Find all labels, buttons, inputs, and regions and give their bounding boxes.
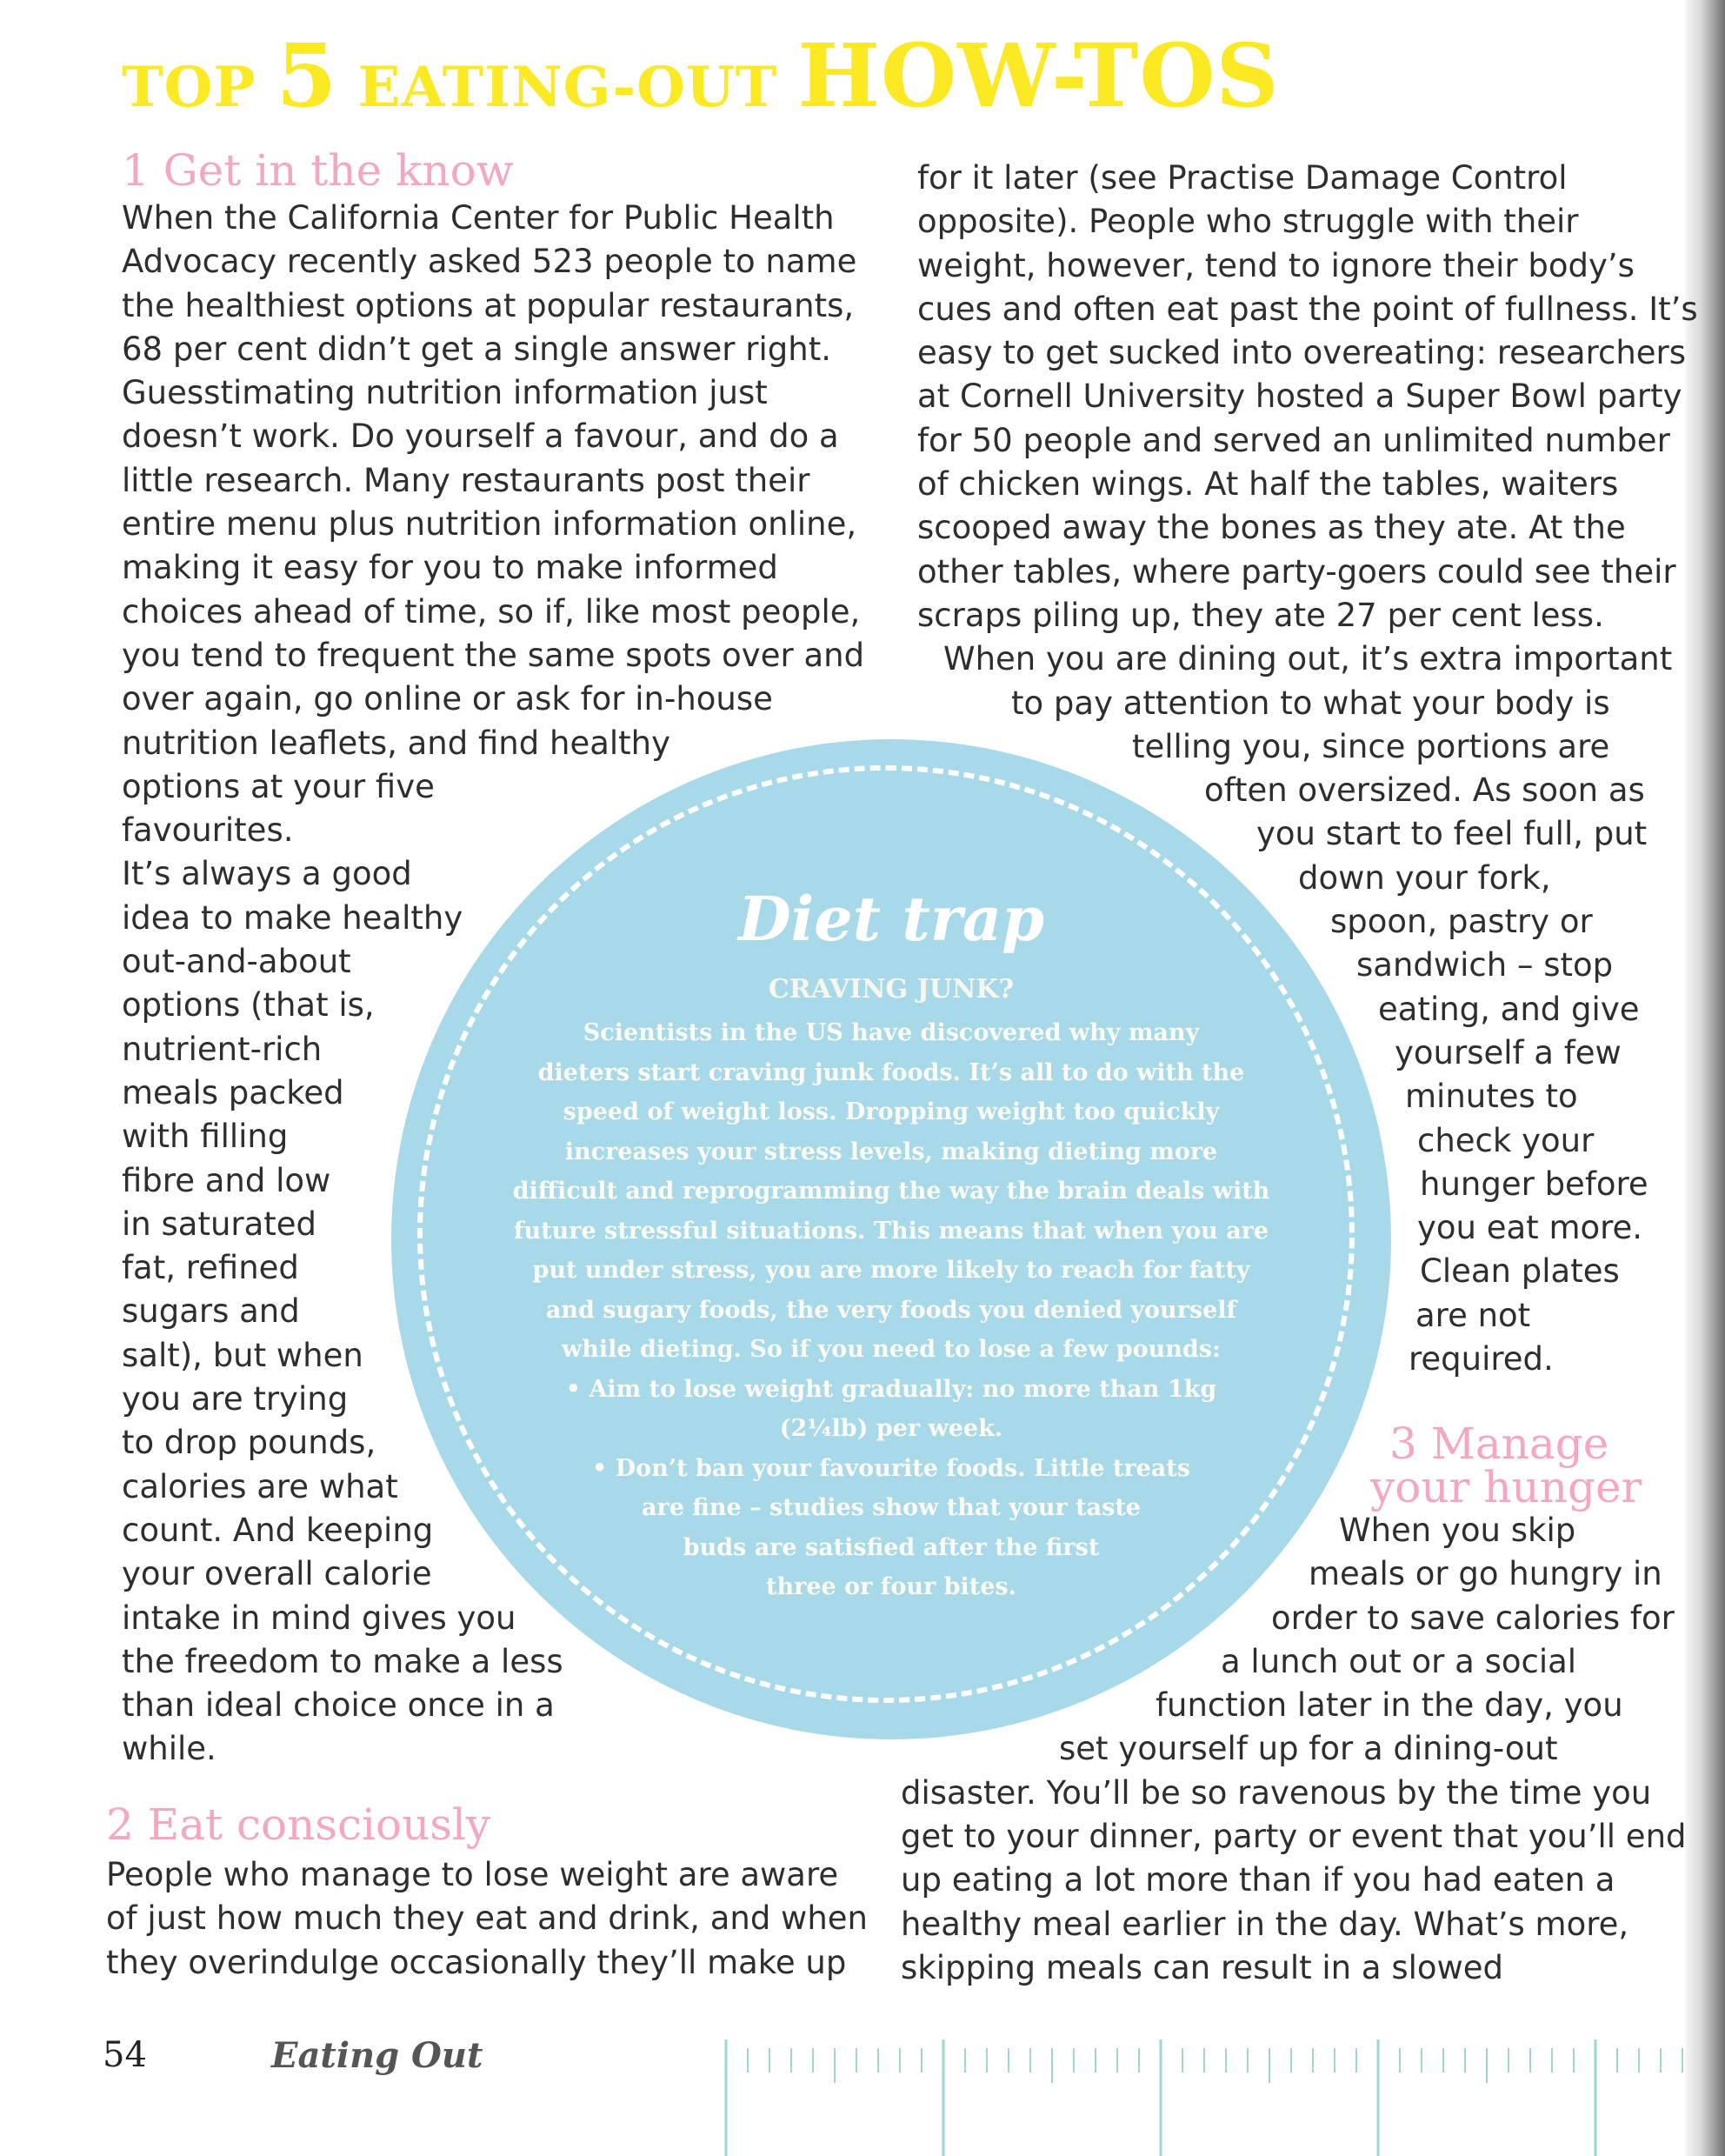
text-line: sugars and bbox=[122, 1292, 300, 1331]
title-part-1: TOP bbox=[122, 55, 276, 120]
text-line: with filling bbox=[122, 1118, 289, 1156]
section-3-heading-line-2: your hunger bbox=[1370, 1462, 1642, 1512]
text-line: you tend to frequent the same spots over and bbox=[122, 636, 865, 674]
page-number: 54 bbox=[103, 2035, 147, 2075]
text-line: options (that is, bbox=[122, 986, 375, 1025]
text-line: function later in the day, you bbox=[1156, 1686, 1623, 1725]
text-line: It’s always a good bbox=[122, 855, 412, 893]
box-text-line: • Aim to lose weight gradually: no more than 1kg bbox=[565, 1375, 1217, 1403]
text-line: get to your dinner, party or event that you’ll end bbox=[901, 1818, 1687, 1856]
text-line: intake in mind gives you bbox=[122, 1599, 516, 1637]
text-line: sandwich – stop bbox=[1356, 946, 1614, 985]
diet-trap-subtitle: CRAVING JUNK? bbox=[768, 974, 1015, 1005]
ruler-decoration bbox=[722, 2039, 1687, 2156]
section-3-heading-line-1: 3 Manage bbox=[1389, 1418, 1609, 1469]
text-line: scooped away the bones as they ate. At the bbox=[917, 509, 1626, 547]
section-1-heading: 1 Get in the know bbox=[122, 145, 514, 196]
box-text-line: increases your stress levels, making dieting more bbox=[564, 1138, 1218, 1165]
text-line: a lunch out or a social bbox=[1221, 1642, 1577, 1680]
box-text-line: future stressful situations. This means that when you are bbox=[513, 1217, 1269, 1245]
text-line: idea to make healthy bbox=[122, 898, 463, 937]
text-line: to drop pounds, bbox=[122, 1424, 376, 1462]
text-line: you eat more. bbox=[1417, 1209, 1643, 1247]
text-line: options at your five bbox=[122, 767, 435, 805]
box-text-line: dieters start craving junk foods. It’s all to do with the bbox=[537, 1058, 1245, 1086]
text-line: the freedom to make a less bbox=[122, 1642, 563, 1680]
box-text-line: (2¼lb) per week. bbox=[779, 1415, 1003, 1442]
text-line: they overindulge occasionally they’ll make up bbox=[106, 1943, 847, 1981]
box-text-line: • Don’t ban your favourite foods. Little treats bbox=[592, 1454, 1190, 1482]
box-text-line: difficult and reprogramming the way the brain deals with bbox=[512, 1178, 1270, 1205]
text-line: calories are what bbox=[122, 1467, 398, 1505]
text-line: little research. Many restaurants post their bbox=[122, 461, 810, 499]
text-line: spoon, pastry or bbox=[1330, 903, 1593, 941]
text-line: you are trying bbox=[122, 1380, 349, 1418]
text-line: When the California Center for Public Health bbox=[122, 199, 835, 237]
text-line: yourself a few bbox=[1395, 1033, 1622, 1071]
box-text-line: and sugary foods, the very foods you denied yourself bbox=[545, 1296, 1237, 1324]
text-line: out-and-about bbox=[122, 943, 351, 981]
footer-title: Eating Out bbox=[271, 2035, 483, 2076]
text-line: opposite). People who struggle with their bbox=[917, 203, 1579, 241]
text-line: When you skip bbox=[1339, 1512, 1576, 1549]
box-text-line: buds are satisfied after the first bbox=[683, 1533, 1100, 1561]
text-line: other tables, where party-goers could see their bbox=[917, 552, 1676, 591]
text-line: easy to get sucked into overeating: researchers bbox=[917, 334, 1687, 372]
title-part-2: EATING-OUT bbox=[337, 55, 798, 120]
text-line: telling you, since portions are bbox=[1132, 727, 1610, 765]
text-line: count. And keeping bbox=[122, 1511, 434, 1549]
text-line: Advocacy recently asked 523 people to name bbox=[122, 243, 857, 281]
box-text-line: Scientists in the US have discovered why many bbox=[583, 1019, 1200, 1046]
text-line: than ideal choice once in a bbox=[122, 1686, 555, 1725]
text-line: your overall calorie bbox=[122, 1555, 432, 1593]
text-line: Clean plates bbox=[1420, 1252, 1620, 1291]
text-line: When you are dining out, it’s extra important bbox=[943, 640, 1673, 678]
text-line: Guesstimating nutrition information just bbox=[122, 374, 768, 412]
text-line: skipping meals can result in a slowed bbox=[901, 1948, 1504, 1986]
text-line: entire menu plus nutrition information online, bbox=[122, 505, 857, 544]
text-line: while. bbox=[122, 1730, 216, 1768]
text-line: set yourself up for a dining-out bbox=[1059, 1730, 1558, 1768]
text-line: of just how much they eat and drink, and when bbox=[106, 1899, 868, 1938]
text-line: salt), but when bbox=[122, 1336, 363, 1374]
text-line: at Cornell University hosted a Super Bowl party bbox=[917, 377, 1682, 416]
text-line: for 50 people and served an unlimited number bbox=[917, 421, 1670, 459]
text-line: disaster. You’ll be so ravenous by the time you bbox=[901, 1773, 1652, 1812]
text-line: for it later (see Practise Damage Control bbox=[917, 159, 1568, 197]
text-line: the healthiest options at popular restaurants, bbox=[122, 286, 855, 324]
text-line: healthy meal earlier in the day. What’s more, bbox=[901, 1905, 1629, 1943]
text-line: nutrient-rich bbox=[122, 1030, 323, 1068]
box-text-line: put under stress, you are more likely to reach for fatty bbox=[532, 1257, 1250, 1284]
text-line: in saturated bbox=[122, 1205, 317, 1243]
text-line: meals packed bbox=[122, 1073, 344, 1111]
text-line: order to save calories for bbox=[1271, 1599, 1675, 1637]
text-line: to pay attention to what your body is bbox=[1011, 684, 1610, 722]
page-title bbox=[122, 24, 1280, 127]
text-line: are not bbox=[1415, 1296, 1531, 1334]
text-line: 68 per cent didn’t get a single answer right. bbox=[122, 330, 831, 368]
section-2-heading: 2 Eat consciously bbox=[106, 1799, 491, 1850]
text-line: you start to feel full, put bbox=[1256, 815, 1648, 853]
text-line: fat, refined bbox=[122, 1249, 299, 1287]
text-line: scraps piling up, they ate 27 per cent less. bbox=[917, 596, 1604, 634]
text-line: making it easy for you to make informed bbox=[122, 549, 778, 587]
text-line: often oversized. As soon as bbox=[1204, 771, 1645, 810]
text-line: favourites. bbox=[122, 811, 294, 850]
text-line: meals or go hungry in bbox=[1309, 1555, 1662, 1593]
text-line: required. bbox=[1409, 1340, 1554, 1378]
diet-trap-body bbox=[391, 1013, 1391, 1607]
title-number: 5 bbox=[276, 24, 338, 127]
text-line: down your fork, bbox=[1298, 858, 1551, 897]
text-line: minutes to bbox=[1405, 1078, 1578, 1116]
title-part-3: HOW-TOS bbox=[797, 24, 1280, 127]
box-text-line: while dieting. So if you need to lose a few pounds: bbox=[562, 1336, 1221, 1363]
text-line: eating, and give bbox=[1378, 990, 1640, 1028]
text-line: of chicken wings. At half the tables, waiters bbox=[917, 465, 1619, 504]
text-line: nutrition leaflets, and find healthy bbox=[122, 724, 671, 762]
box-text-line: three or four bites. bbox=[766, 1573, 1016, 1600]
box-text-line: speed of weight loss. Dropping weight too quickly bbox=[563, 1098, 1220, 1125]
text-line: hunger before bbox=[1420, 1165, 1648, 1203]
diet-trap-title: Diet trap bbox=[737, 883, 1045, 955]
text-line: weight, however, tend to ignore their body’s bbox=[917, 246, 1635, 284]
text-line: over again, go online or ask for in-house bbox=[122, 680, 773, 718]
text-line: People who manage to lose weight are aware bbox=[106, 1856, 839, 1893]
text-line: fibre and low bbox=[122, 1161, 331, 1199]
text-line: check your bbox=[1417, 1121, 1595, 1159]
text-line: cues and often eat past the point of fullness. It’s bbox=[917, 290, 1698, 328]
text-line: doesn’t work. Do yourself a favour, and do a bbox=[122, 417, 839, 456]
text-line: choices ahead of time, so if, like most people, bbox=[122, 592, 861, 631]
text-line: up eating a lot more than if you had eaten a bbox=[901, 1861, 1615, 1899]
box-text-line: are fine – studies show that your taste bbox=[642, 1494, 1141, 1521]
